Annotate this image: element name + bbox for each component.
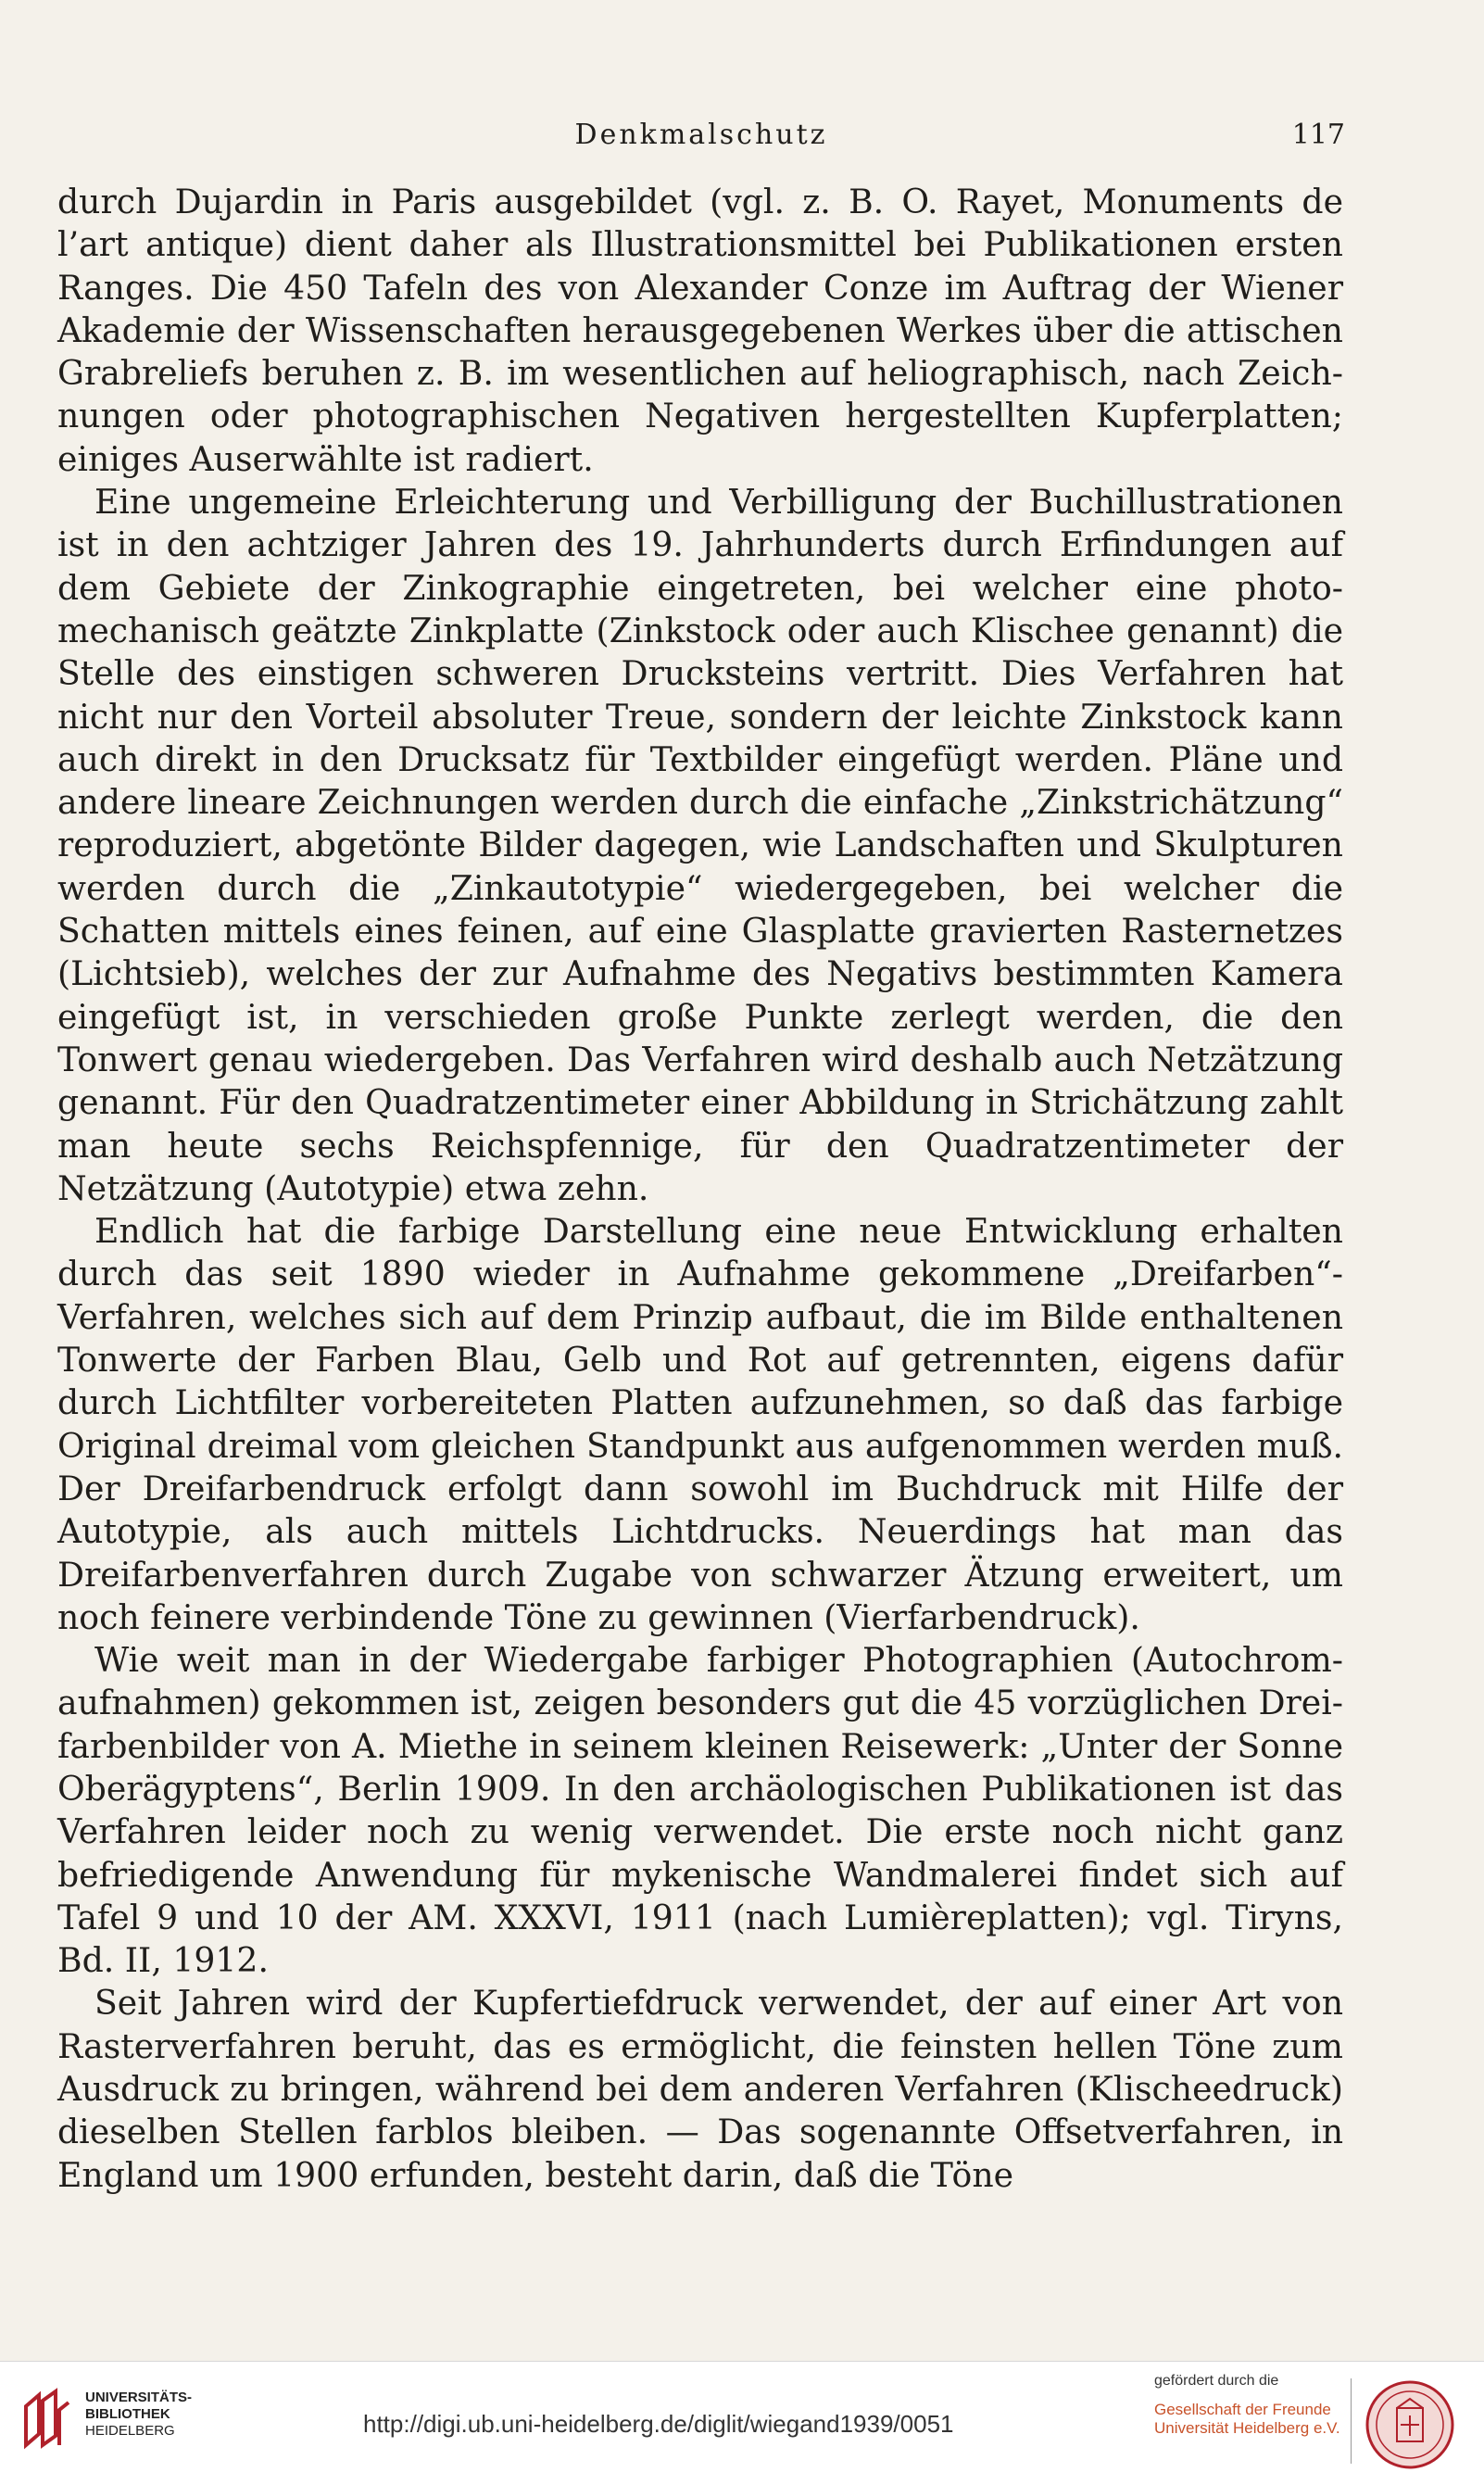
paragraph: durch Dujardin in Paris ausgebildet (vgl. z. B. O. Rayet, Monuments de l’art antique) dient daher als Illustrationsmittel bei Publikationen ersten Ranges. Die 450 Tafeln des von Alexander Conze im Auftrag der Wiener Akademie der Wissenschaften herausgegebenen Werkes über die attischen Grabreliefs beruhen z. B. im wesentlichen auf heliographisch, nach Zeichnungen oder photographischen Negativen hergestellten Kupferplatten; einiges Auserwählte ist radiert. bbox=[57, 182, 1343, 479]
library-name-line: UNIVERSITÄTS- bbox=[85, 2390, 193, 2405]
page-number: 117 bbox=[1291, 119, 1345, 151]
sponsor-prefix: gefördert durch die bbox=[1154, 2373, 1279, 2389]
university-seal-icon bbox=[1364, 2378, 1456, 2471]
university-library-logo-icon bbox=[19, 2388, 74, 2453]
paragraph: Eine ungemeine Erleichterung und Verbilligung der Buchillustrationen ist in den achtziger Jahren des 19. Jahrhunderts durch Erfindungen auf dem Gebiete der Zinkographie eingetreten, bei welcher eine photomechanisch geätzte Zinkplatte (Zinkstock oder auch Klischee genannt) die Stelle des einstigen schweren Drucksteins vertritt. Dies Verfahren hat nicht nur den Vorteil absoluter Treue, sondern der leichte Zinkstock kann auch direkt in den Drucksatz für Textbilder eingefügt werden. Pläne und andere lineare Zeichnungen werden durch die einfache „Zinkstrichätzung“ reproduziert, abgetönte Bilder dagegen, wie Landschaften und Skulpturen werden durch die „Zinkautotypie“ wiedergegeben, bei welcher die Schatten mittels eines feinen, auf eine Glasplatte gravierten Rasternetzes (Lichtsieb), welches der zur Aufnahme des Negativs bestimmten Kamera eingefügt ist, in verschieden große Punkte zerlegt werden, die den Tonwert genau wiedergeben. Das Verfahren wird deshalb auch Netzätzung genannt. Für den Quadratzentimeter einer Abbildung in Strichätzung zahlt man heute sechs Reichspfennige, für den Quadratzentimeter der Netzätzung (Autotypie) etwa zehn. bbox=[57, 482, 1343, 1208]
library-name bbox=[85, 2390, 192, 2440]
running-head bbox=[57, 119, 1345, 156]
paragraph: Seit Jahren wird der Kupfertiefdruck verwendet, der auf einer Art von Rasterverfahren beruht, das es ermöglicht, die feinsten hellen Töne zum Ausdruck zu bringen, während bei dem anderen Verfahren (Klischeedruck) dieselben Stellen farblos bleiben. — Das sogenannte Offsetverfahren, in England um 1900 erfunden, besteht darin, daß die Töne bbox=[57, 1983, 1343, 2195]
sponsor-line: Gesellschaft der Freunde bbox=[1154, 2401, 1331, 2418]
body-text bbox=[57, 181, 1343, 2197]
sponsor-name bbox=[1154, 2401, 1340, 2438]
digitization-footer bbox=[0, 2361, 1484, 2472]
permalink-url[interactable]: http://digi.ub.uni-heidelberg.de/diglit/wiegand1939/0051 bbox=[363, 2410, 954, 2438]
library-name-line: BIBLIOTHEK bbox=[85, 2406, 170, 2422]
paragraph: Wie weit man in der Wiedergabe farbiger Photographien (Autochromaufnahmen) gekommen ist, zeigen besonders gut die 45 vorzüglichen Dreifarbenbilder von A. Miethe in seinem kleinen Reisewerk: „Unter der Sonne Oberägyptens“, Berlin 1909. In den archäologischen Publikationen ist das Verfahren leider noch zu wenig verwendet. Die erste noch nicht ganz befriedigende Anwendung für mykenische Wandmalerei findet sich auf Tafel 9 und 10 der AM. XXXVI, 1911 (nach Lumièreplatten); vgl. Tiryns, Bd. II, 1912. bbox=[57, 1640, 1343, 1981]
library-name-line: HEIDELBERG bbox=[85, 2423, 175, 2439]
divider bbox=[1351, 2378, 1352, 2464]
paragraph: Endlich hat die farbige Darstellung eine neue Entwicklung erhalten durch das seit 1890 wieder in Aufnahme gekommene „Dreifarben“-Verfahren, welches sich auf dem Prinzip aufbaut, die im Bilde enthaltenen Tonwerte der Farben Blau, Gelb und Rot auf getrennten, eigens dafür durch Lichtfilter vorbereiteten Platten aufzunehmen, so daß das farbige Original dreimal vom gleichen Standpunkt aus aufgenommen werden muß. Der Dreifarbendruck erfolgt dann sowohl im Buchdruck mit Hilfe der Autotypie, als auch mittels Lichtdrucks. Neuerdings hat man das Dreifarbenverfahren durch Zugabe von schwarzer Ätzung erweitert, um noch feinere verbindende Töne zu gewinnen (Vierfarbendruck). bbox=[57, 1211, 1343, 1637]
sponsor-line: Universität Heidelberg e.V. bbox=[1154, 2419, 1340, 2437]
running-head-title: Denkmalschutz bbox=[574, 119, 828, 151]
